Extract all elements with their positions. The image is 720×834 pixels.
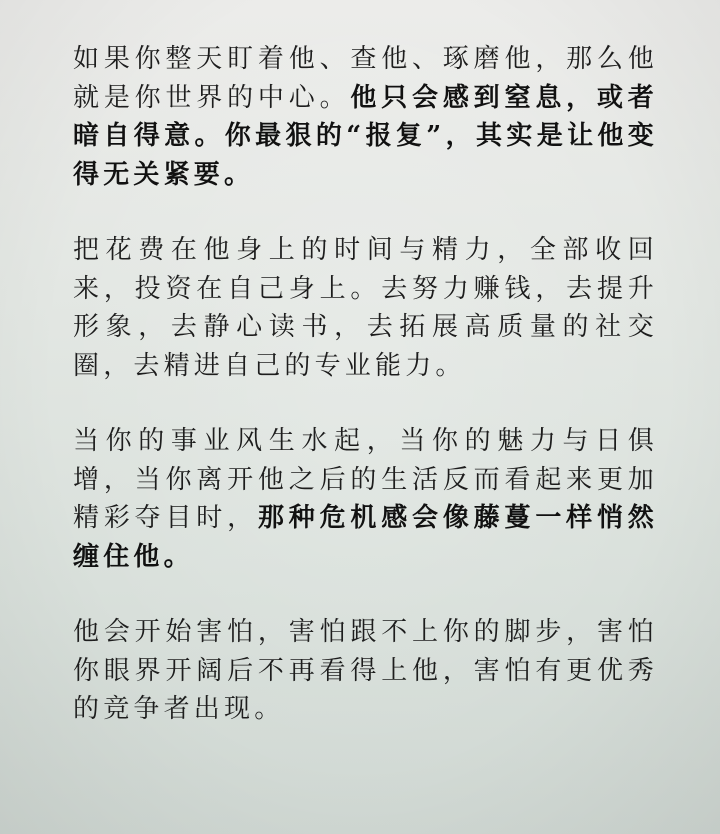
paragraph-2-text: 把花费在他身上的时间与精力，全部收回来，投资在自己身上。去努力赚钱，去提升形象，去静心读书，去拓展高质量的社交圈，去精进自己的专业能力。 <box>73 235 658 381</box>
paragraph-4 <box>73 613 658 729</box>
paragraph-3 <box>73 422 658 576</box>
article-body <box>73 40 658 729</box>
paragraph-2 <box>73 231 658 385</box>
paragraph-4-text: 他会开始害怕，害怕跟不上你的脚步，害怕你眼界开阔后不再看得上他，害怕有更优秀的竞争者出现。 <box>73 617 658 724</box>
paragraph-1 <box>73 40 658 194</box>
paragraph-1-bold-text: 他只会感到窒息，或者暗自得意。你最狠的“报复”，其实是让他变得无关紧要。 <box>73 82 658 190</box>
paragraph-3-text: 当你的事业风生水起，当你的魅力与日俱增，当你离开他之后的生活反而看起来更加精彩夺目时， <box>73 426 658 533</box>
paragraph-1-text: 如果你整天盯着他、查他、琢磨他，那么他就是你世界的中心。 <box>73 44 658 113</box>
paragraph-3-bold-text: 那种危机感会像藤蔓一样悄然缠住他。 <box>73 503 658 572</box>
